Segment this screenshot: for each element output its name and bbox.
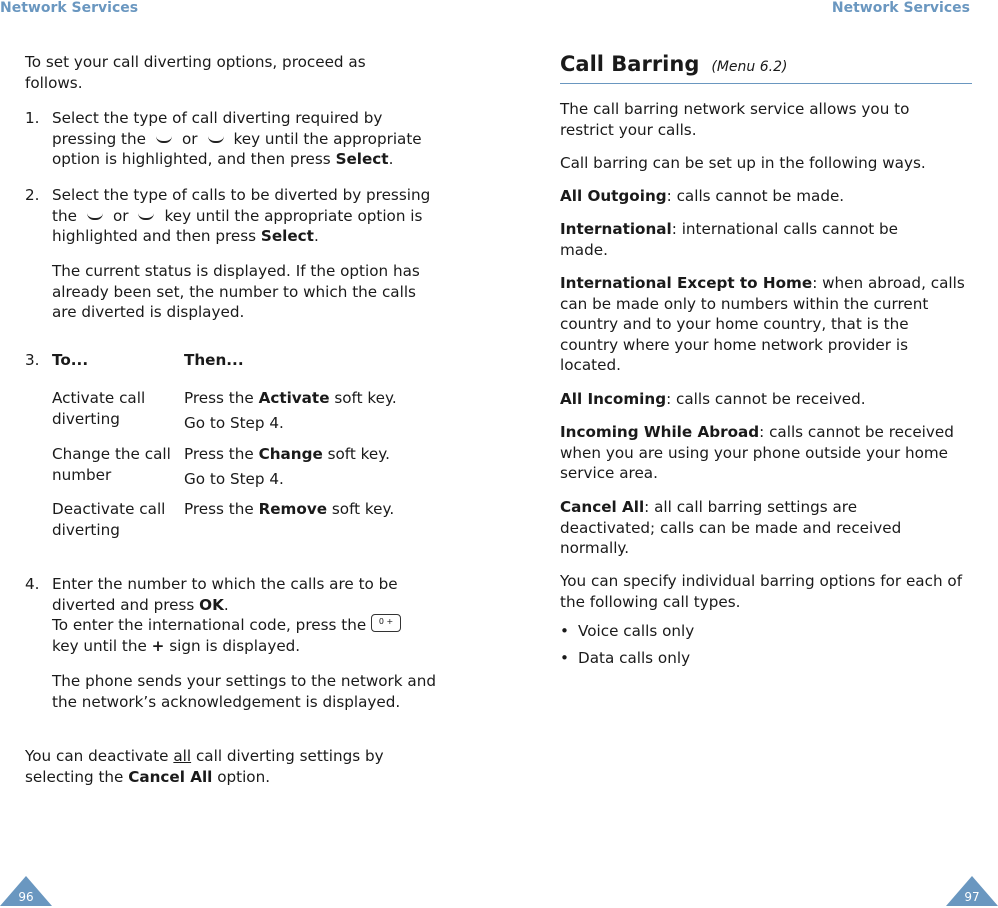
deact-all: all [173, 747, 192, 765]
step-1-text-a: Select the type of call diverting required by pressing the [52, 109, 383, 148]
bullet-icon: • [560, 649, 569, 667]
then-bold: Activate [258, 389, 330, 407]
intro-paragraph: The call barring network service allows you to restrict your calls. [560, 100, 910, 139]
then-text-b: soft key. [331, 500, 395, 518]
step-4-dot: . [223, 595, 229, 614]
definition-item [560, 389, 972, 410]
definition-item [560, 497, 940, 559]
up-key-icon [156, 132, 172, 143]
step-4-text [52, 574, 442, 656]
up-key-icon [87, 209, 103, 220]
deact-text-c: option. [217, 767, 271, 786]
then-bold: Remove [258, 500, 328, 518]
definition-term: All Outgoing [560, 187, 667, 205]
step-4-ok: OK [199, 595, 224, 614]
step-2-text-a: Select the type of calls to be diverted by pressing the [52, 186, 431, 225]
step-4-text-d: sign is displayed. [169, 636, 301, 655]
then-goto: Go to Step 4. [184, 469, 284, 488]
step-2-text [52, 185, 442, 247]
step-1-number: 1. [25, 109, 40, 127]
step-1-end: . [388, 150, 394, 168]
step-4-plus: + [151, 636, 165, 655]
call-types-paragraph: You can specify individual barring options for each of the following call types. [560, 572, 963, 611]
status-note: The current status is displayed. If the option has already been set, the number to which the calls are diverted is displayed. [52, 262, 420, 321]
table-row-then [184, 499, 444, 520]
step-4-text-a: Enter the number to which the calls are to be diverted and press [52, 575, 398, 614]
zero-plus-key-icon: 0 + [371, 614, 401, 632]
step-2-or: or [112, 206, 129, 225]
page-title: Call Barring [560, 52, 700, 76]
step-2-number: 2. [25, 186, 40, 204]
then-goto: Go to Step 4. [184, 413, 284, 432]
table-row-to: Deactivate call diverting [52, 500, 166, 539]
then-text-b: soft key. [327, 445, 390, 463]
definition-term: Cancel All [560, 498, 645, 516]
definition-desc: : calls cannot be received when you are using your phone outside your home service area. [560, 423, 954, 482]
then-text-a: Press the [184, 445, 254, 463]
step-1-select: Select [335, 150, 389, 168]
ways-paragraph: Call barring can be set up in the following ways. [560, 154, 926, 172]
list-item-text: Voice calls only [578, 622, 695, 640]
step-2-text-b: key until the appropriate option is highlighted and then press [52, 206, 423, 245]
step-4-number: 4. [25, 575, 40, 593]
send-note: The phone sends your settings to the network and the network’s acknowledgement is displayed. [52, 672, 436, 711]
then-text-a: Press the [184, 500, 254, 518]
menu-reference: (Menu 6.2) [711, 59, 788, 75]
right-page-number: 97 [964, 890, 980, 904]
section-title [560, 50, 972, 84]
definition-term: All Incoming [560, 390, 667, 408]
list-item-text: Data calls only [578, 649, 691, 667]
table-row-then [184, 388, 444, 433]
step-1-text-b: key until the appropriate option is highlighted, and then press [52, 129, 422, 168]
then-text-a: Press the [184, 389, 254, 407]
definition-desc: : calls cannot be made. [666, 187, 845, 205]
left-running-header: Network Services [0, 0, 139, 16]
deact-text-b: call diverting settings by selecting the [25, 747, 384, 786]
definition-term: Incoming While Abroad [560, 423, 760, 441]
definition-desc: : all call barring settings are deactivated; calls can be made and received normally. [560, 498, 902, 557]
table-row-to: Change the call number [52, 445, 171, 484]
table-row-then [184, 444, 444, 489]
step-1-or: or [181, 129, 198, 148]
then-text-b: soft key. [334, 389, 397, 407]
down-key-icon [208, 132, 224, 143]
deactivate-note [25, 746, 415, 787]
left-page-number-tab [0, 876, 52, 906]
down-key-icon [138, 209, 154, 220]
table-header-to: To... [52, 351, 89, 369]
step-2-end: . [313, 227, 319, 245]
step-4-text-c: key until the [52, 636, 147, 655]
table-row-to: Activate call diverting [52, 389, 146, 428]
step-2-select: Select [260, 227, 314, 245]
intro-text: To set your call diverting options, proceed as follows. [25, 53, 366, 92]
definition-desc: : calls cannot be received. [666, 390, 866, 408]
definition-term: International Except to Home [560, 274, 813, 292]
bullet-icon: • [560, 622, 569, 640]
definition-desc: : when abroad, calls can be made only to numbers within the current country and to your home country, that is the country where your home network provider is located. [560, 274, 965, 374]
definition-term: International [560, 220, 672, 238]
step-4-text-b: To enter the international code, press the [52, 616, 367, 634]
then-bold: Change [258, 445, 323, 463]
right-running-header: Network Services [831, 0, 970, 16]
definition-item [560, 186, 972, 207]
deact-text-a: You can deactivate [25, 747, 169, 765]
step-3-number: 3. [25, 351, 40, 369]
right-page-number-tab [946, 876, 998, 906]
definition-item [560, 273, 965, 376]
left-page-number: 96 [18, 890, 34, 904]
definition-desc: : international calls cannot be made. [560, 220, 898, 259]
definition-item [560, 219, 940, 260]
step-1-text [52, 108, 442, 170]
table-header-then: Then... [184, 351, 244, 369]
definition-item [560, 422, 955, 484]
deact-cancel-all: Cancel All [128, 767, 213, 786]
